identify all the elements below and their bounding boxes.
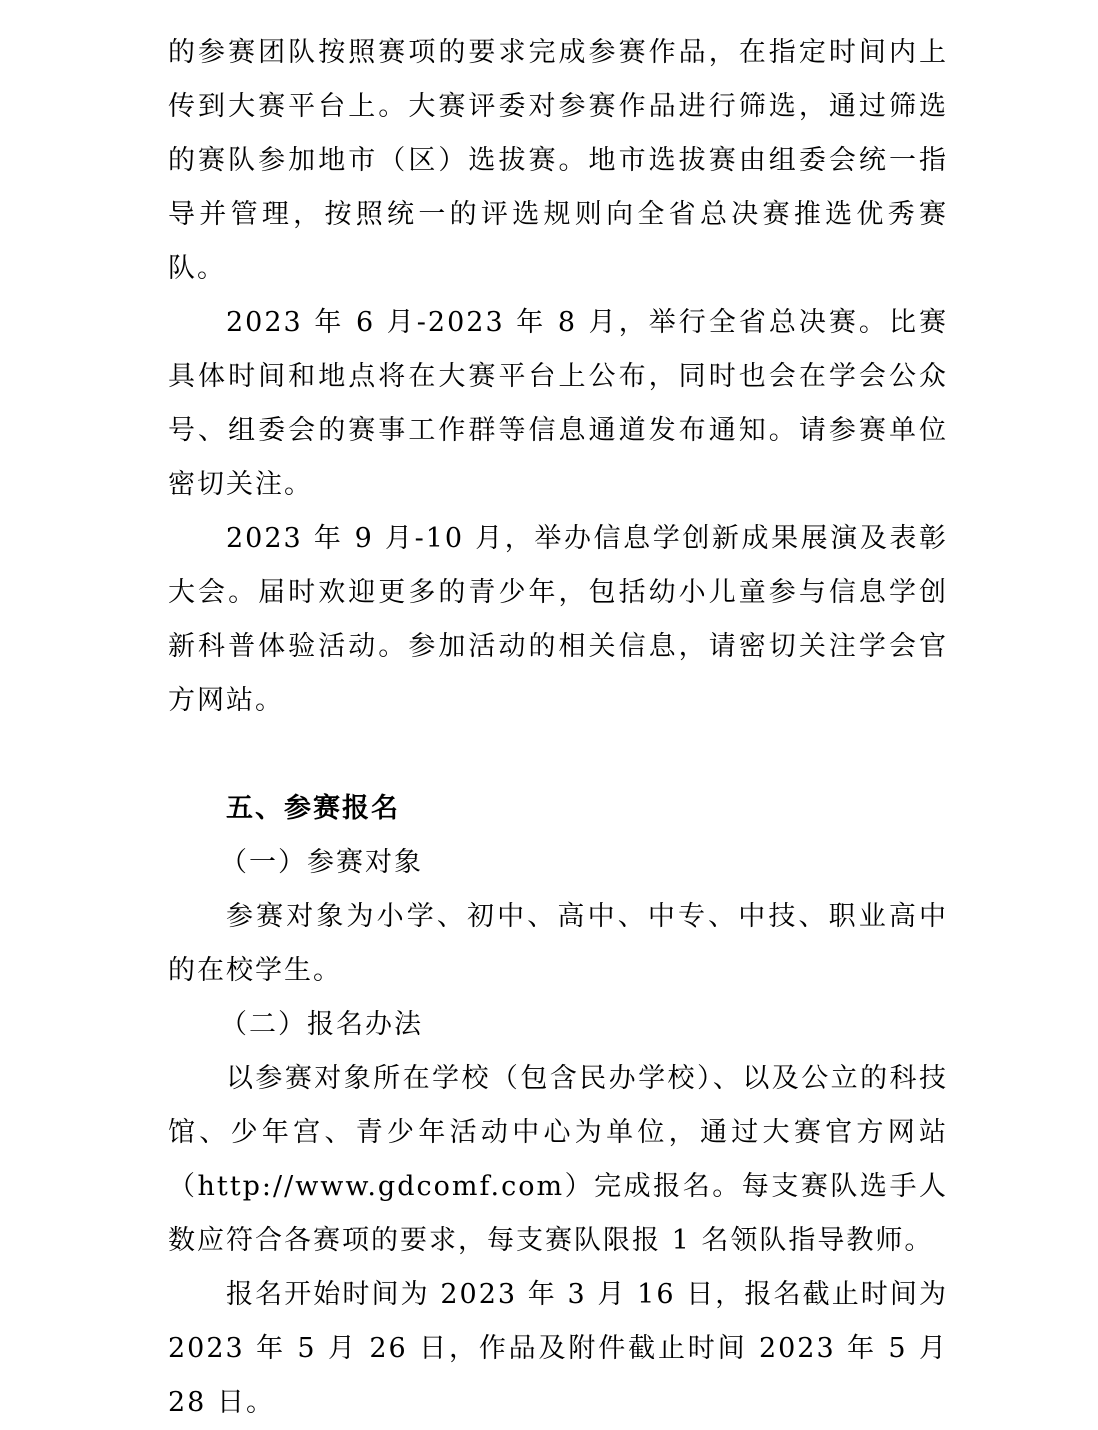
paragraph-showcase: 2023 年 9 月-10 月，举办信息学创新成果展演及表彰大会。届时欢迎更多的青少年，包括幼小儿童参与信息学创新科普体验活动。参加活动的相关信息，请密切关注学会官方网站。 — [168, 523, 948, 716]
paragraph-continuation: 的参赛团队按照赛项的要求完成参赛作品，在指定时间内上传到大赛平台上。大赛评委对参赛作品进行筛选，通过筛选的赛队参加地市（区）选拔赛。地市选拔赛由组委会统一指导并管理，按照统一的评选规则向全省总决赛推选优秀赛队。 — [168, 37, 948, 284]
section-spacer — [168, 728, 948, 782]
subsection-title-registration: （二）报名办法 — [220, 1009, 423, 1040]
document-page — [168, 26, 948, 1430]
paragraph-registration-method: 以参赛对象所在学校（包含民办学校）、以及公立的科技馆、少年宫、青少年活动中心为单位，通过大赛官方网站（http://www.gdcomf.com）完成报名。每支赛队选手人数应符合各赛项的要求，每支赛队限报 1 名领队指导教师。 — [168, 1063, 948, 1256]
paragraph-finals: 2023 年 6 月-2023 年 8 月，举行全省总决赛。比赛具体时间和地点将在大赛平台上公布，同时也会在学会公众号、组委会的赛事工作群等信息通道发布通知。请参赛单位密切关注。 — [168, 307, 948, 500]
paragraph-registration-dates: 报名开始时间为 2023 年 3 月 16 日，报名截止时间为 2023 年 5 月 26 日，作品及附件截止时间 2023 年 5 月 28 日。 — [168, 1279, 948, 1418]
subsection-title-participants: （一）参赛对象 — [220, 847, 423, 878]
section-title: 五、参赛报名 — [226, 793, 400, 824]
paragraph-participants: 参赛对象为小学、初中、高中、中专、中技、职业高中的在校学生。 — [168, 901, 948, 986]
